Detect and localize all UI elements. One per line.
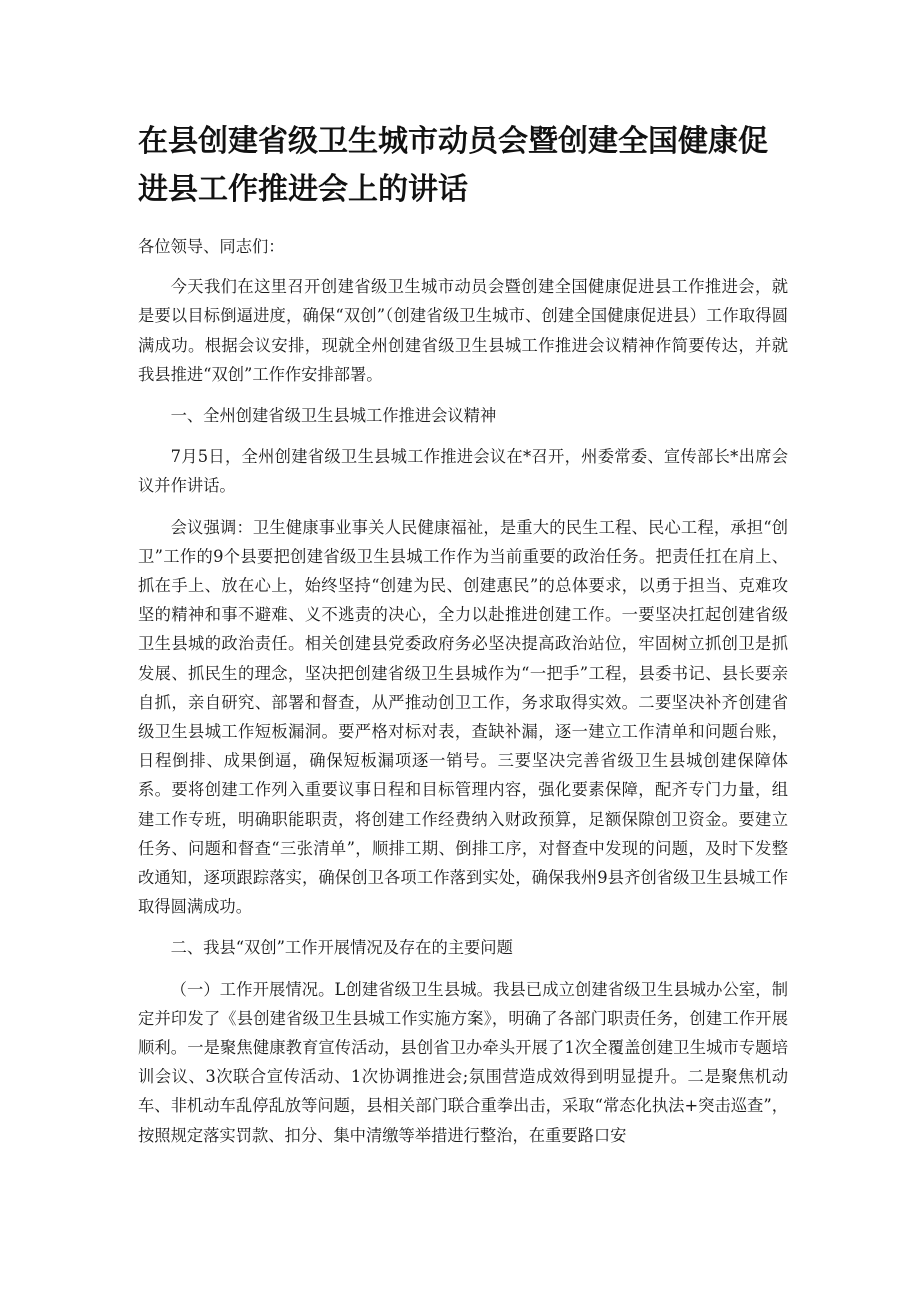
salutation: 各位领导、同志们： [138, 237, 285, 256]
section-heading-1: 一、全州创建省级卫生县城工作推进会议精神 [170, 406, 497, 426]
section-heading-2: 二、我县“双创”工作开展情况及存在的主要问题 [170, 938, 513, 958]
paragraph-intro: 今天我们在这里召开创建省级卫生城市动员会暨创建全国健康促进县工作推进会，就是要以目标倒逼进度，确保“双创”（创建省级卫生城市、创建全国健康促进县）工作取得圆满成功。根据会议安排，现就全州创建省级卫生县城工作推进会议精神作简要传达，并就我县推进“双创”工作作安排部署。 [138, 277, 788, 384]
paragraph-meeting-date: 7月5日，全州创建省级卫生县城工作推进会议在*召开，州委常委、宣传部长*出席会议并作讲话。 [138, 447, 788, 496]
paragraph-meeting-emphasis: 会议强调：卫生健康事业事关人民健康福祉，是重大的民生工程、民心工程，承担“创卫”工作的9个县要把创建省级卫生县城工作作为当前重要的政治任务。把责任扛在肩上、抓在手上、放在心上，始终坚持“创建为民、创建惠民”的总体要求，以勇于担当、克难攻坚的精神和事不避难、义不逃责的决心，全力以赴推进创建工作。一要坚决扛起创建省级卫生县城的政治责任。相关创建县党委政府务必坚决提高政治站位，牢固树立抓创卫是抓发展、抓民生的理念，坚决把创建省级卫生县城作为“一把手”工程，县委书记、县长要亲自抓，亲自研究、部署和督查，从严推动创卫工作，务求取得实效。二要坚决补齐创建省级卫生县城工作短板漏洞。要严格对标对表，查缺补漏，逐一建立工作清单和问题台账，日程倒排、成果倒逼，确保短板漏项逐一销号。三要坚决完善省级卫生县城创建保障体系。要将创建工作列入重要议事日程和目标管理内容，强化要素保障，配齐专门力量，组建工作专班，明确职能职责，将创建工作经费纳入财政预算，足额保隙创卫资金。要建立任务、问题和督查“三张清单”，顺排工期、倒排工序，对督查中发现的问题，及时下发整改通知，逐项跟踪落实，确保创卫各项工作落到实处，确保我州9县齐创省级卫生县城工作取得圆满成功。 [138, 517, 788, 917]
paragraph-work-progress: （一）工作开展情况。L创建省级卫生县城。我县已成立创建省级卫生县城办公室，制定并印发了《县创建省级卫生县城工作实施方案》，明确了各部门职责任务，创建工作开展顺利。一是聚焦健康教育宣传活动，县创省卫办牵头开展了1次全覆盖创建卫生城市专题培训会议、3次联合宣传活动、1次协调推进会;氛围营造成效得到明显提升。二是聚焦机动车、非机动车乱停乱放等问题，县相关部门联合重拳出击，采取“常态化执法+突击巡查”，按照规定落实罚款、扣分、集中清缴等举措进行整治，在重要路口安 [138, 979, 788, 1145]
document-title: 在县创建省级卫生城市动员会暨创建全国健康促进县工作推进会上的讲话 [138, 124, 768, 207]
